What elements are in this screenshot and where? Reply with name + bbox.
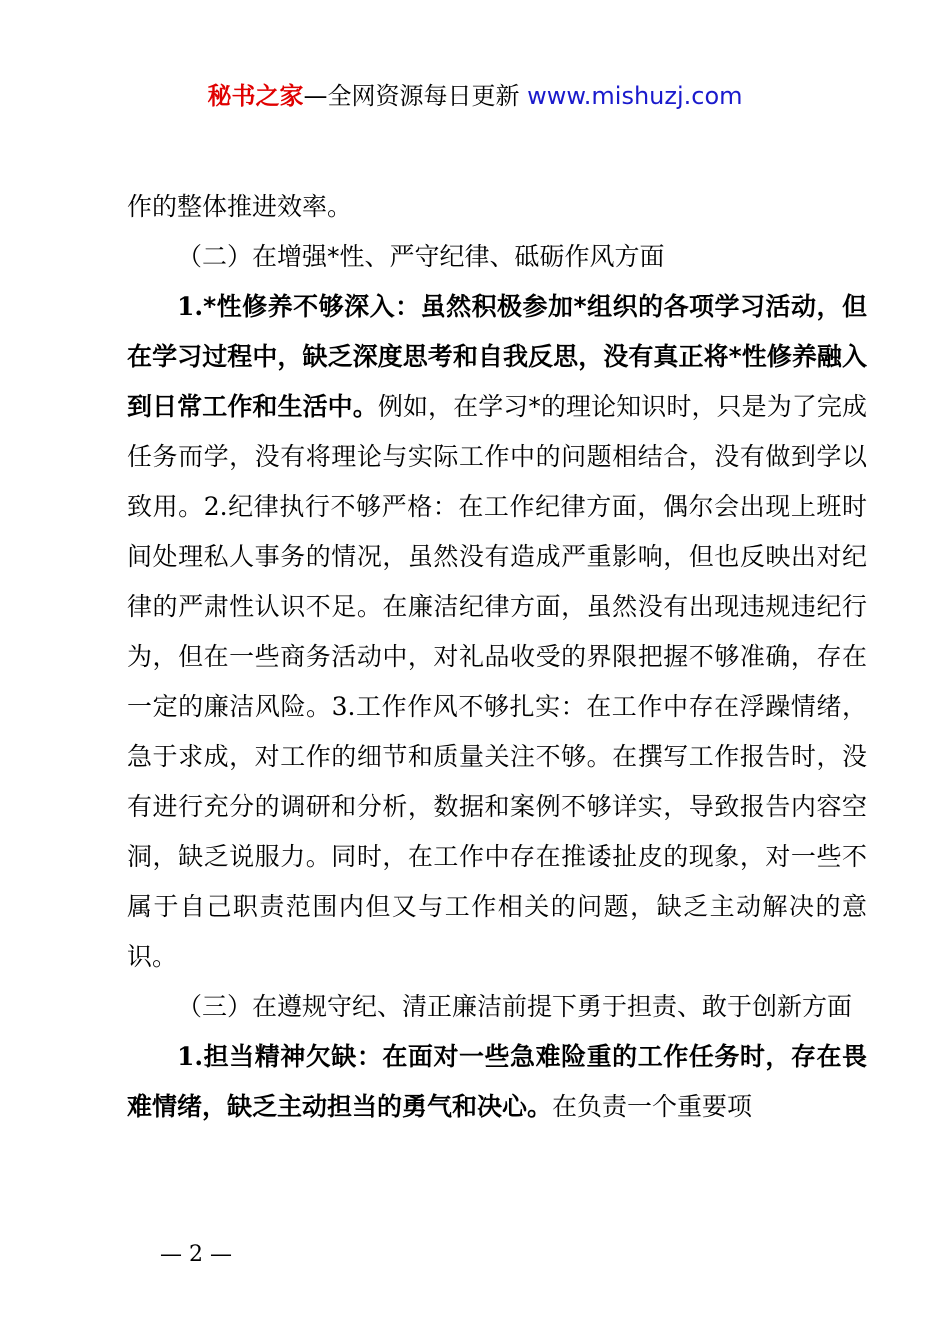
page-number: — 2 — (160, 1242, 232, 1267)
page-header (0, 78, 950, 114)
paragraph-continuation: 作的整体推进效率。 (127, 192, 353, 221)
item-number: 1. (177, 292, 204, 321)
header-tagline: —全网资源每日更新 (303, 82, 528, 110)
section-heading-2: （二）在增强*性、严守纪律、砥砺作风方面 (177, 242, 665, 271)
item-number: 3. (331, 692, 356, 721)
paragraph-responsibility (127, 1032, 867, 1132)
paragraph-text: 纪律执行不够严格：在工作纪律方面，偶尔会出现上班时间处理私人事务的情况，虽然没有造成严重影响，但也反映出对纪律的严肃性认识不足。在廉洁纪律方面，虽然没有出现违规违纪行为，但在一些商务活动中，对礼品收受的界限把握不够准确，存在一定的廉洁风险。 (127, 492, 867, 721)
paragraph-text: 例如，在学习*的理论知识时，只是为了完成任务而学，没有将理论与实际工作中的问题相结合，没有做到学以致用。 (127, 392, 867, 521)
bold-lead: 担当精神欠缺：在面对一些急难险重的工作任务时，存在畏难情绪，缺乏主动担当的勇气和决心。 (127, 1042, 867, 1121)
paragraph-text: 在负责一个重要项 (552, 1092, 753, 1121)
header-url-link[interactable]: www.mishuzj.com (527, 82, 743, 110)
bold-lead: *性修养不够深入：虽然积极参加*组织的各项学习活动，但在学习过程中，缺乏深度思考和自我反思，没有真正将*性修养融入到日常工作和生活中。 (127, 292, 867, 421)
item-number: 1. (177, 1042, 204, 1071)
header-brand: 秘书之家 (207, 82, 304, 110)
paragraph-party-spirit (127, 282, 867, 982)
section-heading-3: （三）在遵规守纪、清正廉洁前提下勇于担责、敢于创新方面 (177, 992, 853, 1021)
document-body (127, 182, 867, 1132)
paragraph-text: 工作作风不够扎实：在工作中存在浮躁情绪，急于求成，对工作的细节和质量关注不够。在撰写工作报告时，没有进行充分的调研和分析，数据和案例不够详实，导致报告内容空洞，缺乏说服力。同时，在工作中存在推诿扯皮的现象，对一些不属于自己职责范围内但又与工作相关的问题，缺乏主动解决的意识。 (127, 692, 867, 971)
item-number: 2. (203, 492, 228, 521)
